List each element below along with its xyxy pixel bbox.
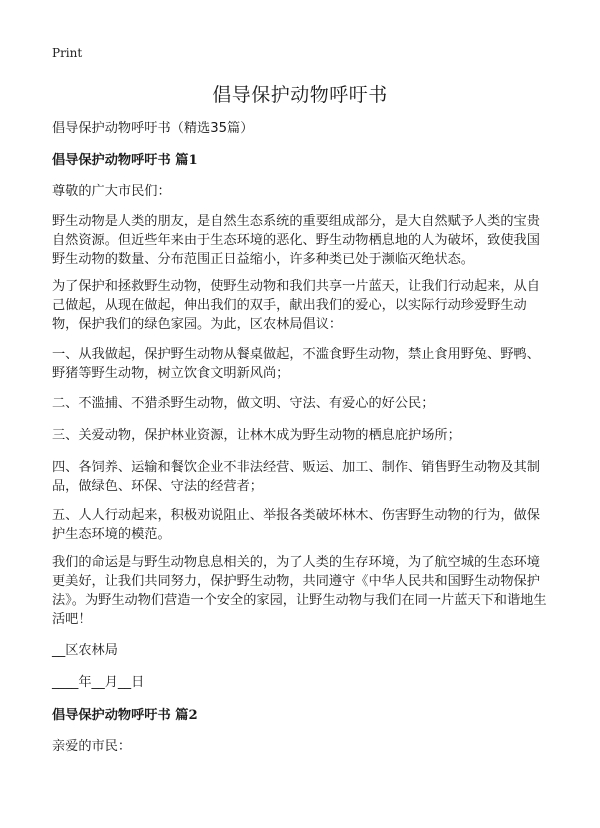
- section-1-heading-number: 1: [188, 153, 198, 168]
- proposal-item-1: 一、从我做起，保护野生动物从餐桌做起，不滥食野生动物，禁止食用野兔、野鸭、野猪等野生动物，树立饮食文明新风尚；: [52, 347, 540, 381]
- section-2-salutation: 亲爱的市民：: [52, 739, 132, 754]
- signature: __区农林局: [52, 643, 118, 658]
- page-title: 倡导保护动物呼吁书: [212, 84, 388, 106]
- proposal-item-3: 三、关爱动物，保护林业资源，让林木成为野生动物的栖息庇护场所；: [52, 428, 461, 443]
- section-1-paragraph-2: 为了保护和拯救野生动物，使野生动物和我们共享一片蓝天，让我们行动起来，从自己做起，从现在做起，伸出我们的双手，献出我们的爱心，以实际行动珍爱野生动物，保护我们的绿色家园。为此，区农林局倡议：: [52, 279, 540, 332]
- section-1-heading: [52, 151, 552, 170]
- proposal-item-5: 五、人人行动起来，积极劝说阻止、举报各类破坏林木、伤害野生动物的行为，做保护生态环境的模范。: [52, 508, 540, 542]
- section-2-heading-number: 2: [188, 708, 198, 723]
- print-link[interactable]: Print: [52, 46, 83, 60]
- section-2-heading-text: 倡导保护动物呼吁书 篇: [52, 708, 189, 723]
- section-1-heading-text: 倡导保护动物呼吁书 篇: [52, 153, 189, 168]
- section-2-heading: [52, 706, 552, 725]
- document-subtitle: 倡导保护动物呼吁书（精选35篇）: [52, 121, 254, 136]
- section-1-paragraph-3: 我们的命运是与野生动物息息相关的，为了人类的生存环境，为了航空城的生态环境更美好，让我们共同努力，保护野生动物，共同遵守《中华人民共和国野生动物保护法》。为野生动物们营造一个安全的家园，让野生动物与我们在同一片蓝天下和谐地生活吧！: [52, 555, 547, 627]
- signature-date: ____年__月__日: [52, 675, 145, 690]
- section-1-paragraph-1: 野生动物是人类的朋友，是自然生态系统的重要组成部分，是大自然赋予人类的宝贵自然资源。但近些年来由于生态环境的恶化、野生动物栖息地的人为破坏，致使我国野生动物的数量、分布范围正日益缩小，许多种类已处于濒临灭绝状态。: [52, 214, 540, 267]
- proposal-item-4: 四、各饲养、运输和餐饮企业不非法经营、贩运、加工、制作、销售野生动物及其制品，做绿色、环保、守法的经营者；: [52, 460, 540, 494]
- proposal-item-2: 二、不滥捕、不猎杀野生动物，做文明、守法、有爱心的好公民；: [52, 396, 435, 411]
- section-1-salutation: 尊敬的广大市民们：: [52, 184, 171, 199]
